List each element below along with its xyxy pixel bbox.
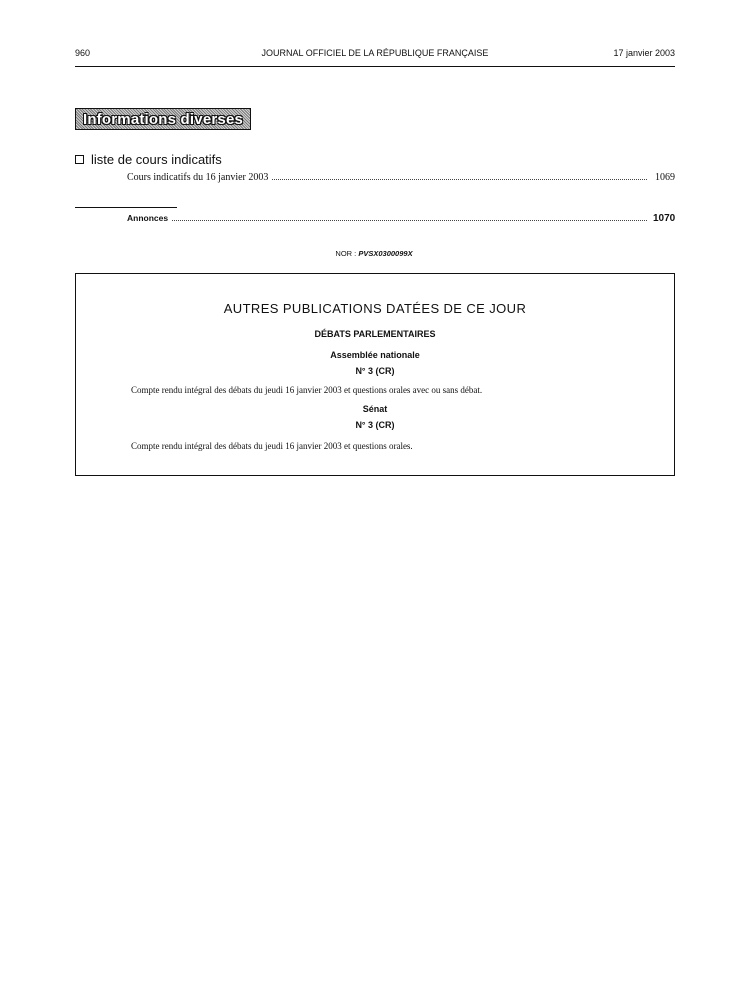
section-title-box [75,108,251,130]
toc-entry-label: Annonces [127,213,169,223]
assembly-number: N° 3 (CR) [355,366,395,376]
nor-reference [0,249,748,258]
toc-entry-page: 1070 [653,213,676,224]
publications-title: AUTRES PUBLICATIONS DATÉES DE CE JOUR [223,301,527,316]
toc-entry-page: 1069 [655,172,675,183]
nor-label: NOR : [335,249,357,258]
category-heading [75,152,222,167]
section-title: Informations diverses [82,110,244,128]
toc-entry-cours[interactable] [127,172,675,186]
assembly-description: Compte rendu intégral des débats du jeudi 16 janvier 2003 et questions orales avec ou sans débat. [131,385,483,395]
publications-subtitle: DÉBATS PARLEMENTAIRES [314,329,436,339]
checkbox-square-icon [75,155,84,164]
publication-date: 17 janvier 2003 [613,48,675,58]
toc-entry-annonces[interactable] [127,213,675,227]
other-publications-box [75,273,675,476]
separator-rule [75,207,177,208]
dot-leader [272,179,647,180]
category-title: liste de cours indicatifs [91,152,222,167]
senate-description: Compte rendu intégral des débats du jeudi 16 janvier 2003 et questions orales. [131,441,413,451]
dot-leader [172,220,647,221]
assembly-heading: Assemblée nationale [330,350,420,360]
journal-title: JOURNAL OFFICIEL DE LA RÉPUBLIQUE FRANÇAISE [261,48,489,58]
page-number: 960 [75,48,91,58]
nor-code: PVSX0300099X [358,249,413,258]
toc-entry-label: Cours indicatifs du 16 janvier 2003 [127,172,269,183]
senate-heading: Sénat [362,404,388,414]
senate-number: N° 3 (CR) [355,420,395,430]
page-header [75,48,675,62]
header-rule [75,66,675,67]
